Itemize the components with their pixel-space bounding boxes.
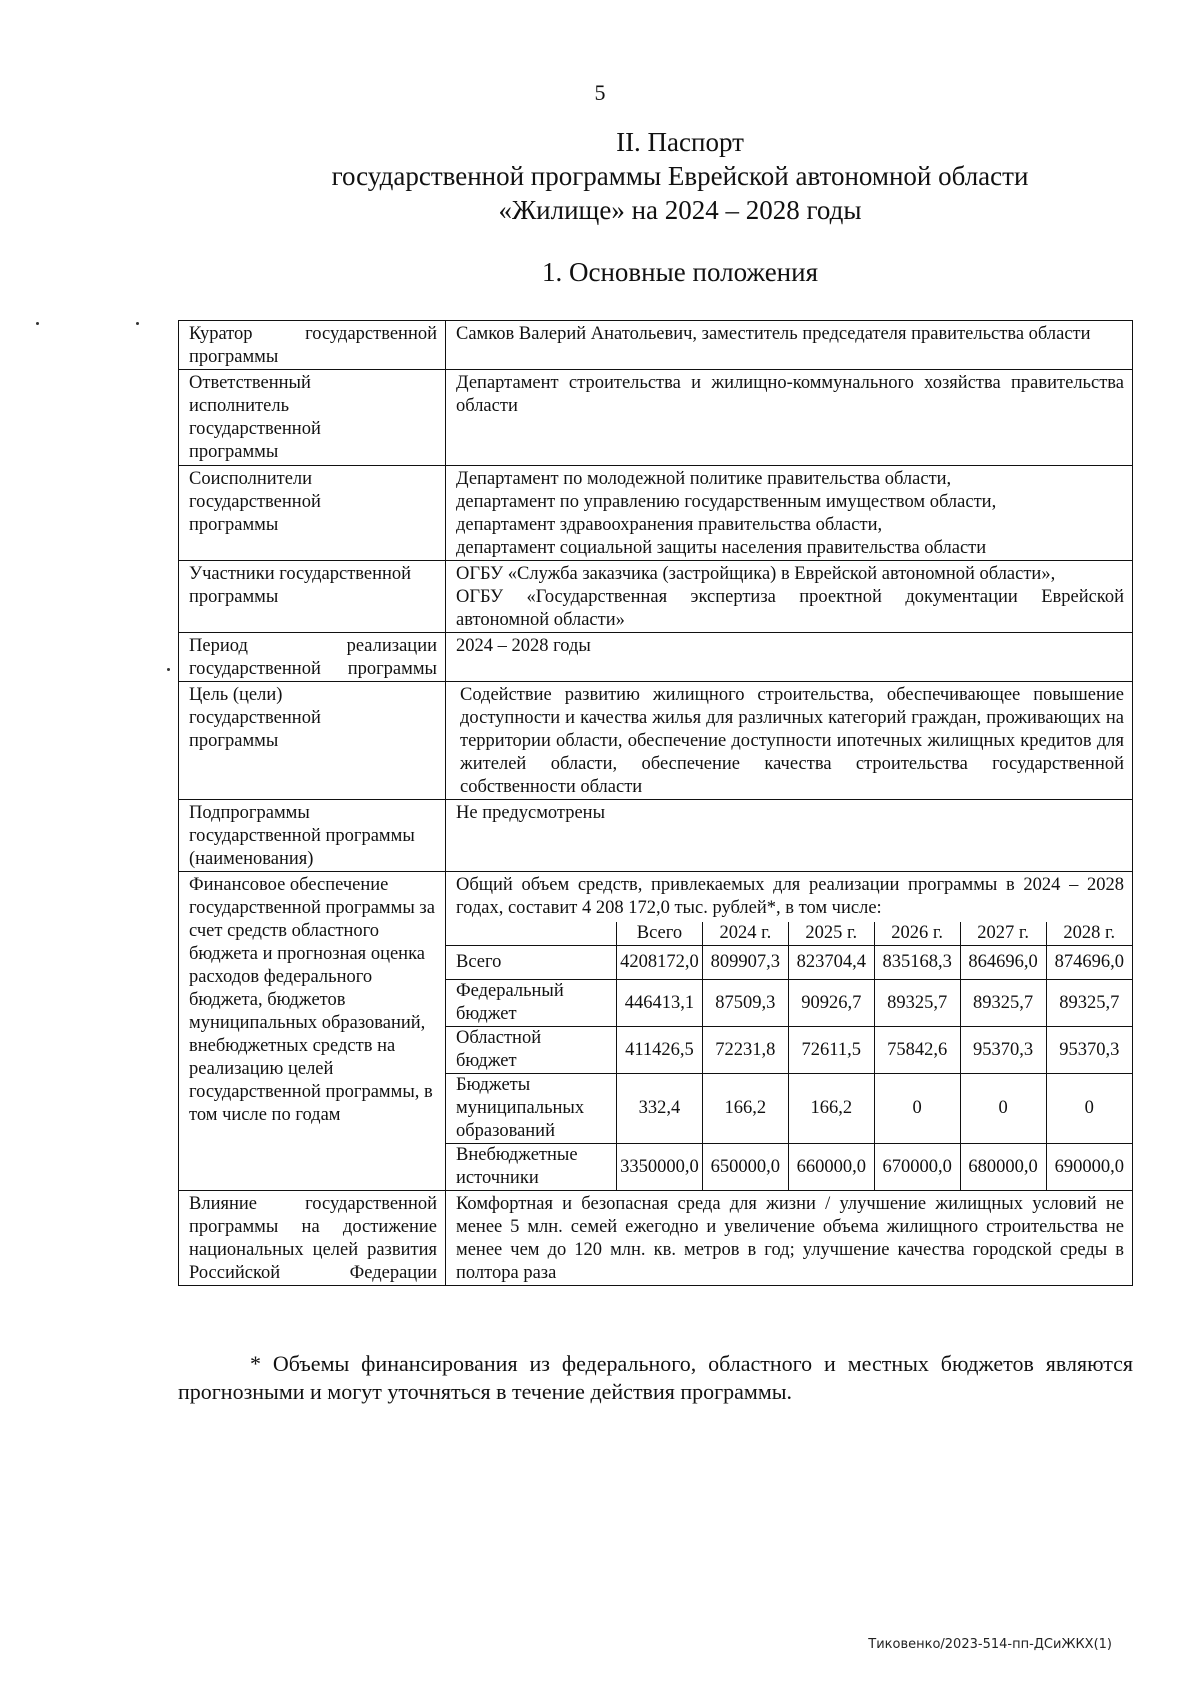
title-line-3: «Жилище» на 2024 – 2028 годы [498,195,862,225]
financing-header-empty [446,922,617,946]
title-line-1: II. Паспорт [616,127,744,157]
financing-value: 670000,0 [874,1144,960,1191]
financing-row-name: Бюджеты муниципальных образований [446,1074,617,1144]
scan-speck [36,322,39,325]
financing-value: 0 [960,1074,1046,1144]
row-label: Ответственный исполнитель государственной программы [179,370,446,466]
financing-value: 95370,3 [1046,1027,1132,1074]
financing-row-name: Всего [446,946,617,980]
section-heading: 1. Основные положения [542,257,818,287]
financing-value: 411426,5 [617,1027,703,1074]
financing-header-cell: 2024 г. [702,922,788,946]
financing-row-name: Областной бюджет [446,1027,617,1074]
row-label: Куратор государственной программы [179,321,446,370]
participant-line: ОГБУ «Государственная экспертиза проектной документации Еврейской автономной области» [456,587,1124,630]
financing-header-row [446,922,1132,946]
row-label: Период реализации государственной программы [179,633,446,682]
passport-row-impact [179,1191,1133,1286]
financing-value: 0 [874,1074,960,1144]
financing-value: 90926,7 [788,980,874,1027]
page-number: 5 [594,80,606,105]
row-value: Не предусмотрены [446,800,1133,872]
financing-row-total [446,946,1132,980]
financing-intro: Общий объем средств, привлекаемых для реализации программы в 2024 – 2028 годах, составит 4 208 172,0 тыс. рублей*, в том числе: [456,875,1124,918]
financing-value: 89325,7 [960,980,1046,1027]
financing-value: 4208172,0 [617,946,703,980]
financing-value: 87509,3 [702,980,788,1027]
financing-header-cell: 2026 г. [874,922,960,946]
coexecutor-line: департамент здравоохранения правительства области, [456,515,883,535]
financing-value: 166,2 [702,1074,788,1144]
financing-header-cell: 2027 г. [960,922,1046,946]
coexecutor-line: Департамент по молодежной политике правительства области, [456,469,952,489]
row-value: Содействие развитию жилищного строительства, обеспечивающее повышение доступности и качества жилья для различных категорий граждан, проживающих на территории области, обеспечение доступности ипотечных жилищных кредитов для жителей области, обеспечение качества строительства государственной собственности области [446,682,1133,800]
row-value: Самков Валерий Анатольевич, заместитель председателя правительства области [446,321,1133,370]
financing-value: 835168,3 [874,946,960,980]
financing-value: 864696,0 [960,946,1046,980]
coexecutor-line: департамент по управлению государственным имуществом области, [456,492,997,512]
financing-row-municipal [446,1074,1132,1144]
financing-row-regional [446,1027,1132,1074]
row-value: Комфортная и безопасная среда для жизни / улучшение жилищных условий не менее 5 млн. семей ежегодно и увеличение объема жилищного строительства не менее чем до 120 млн. кв. метров в год; улучшение качества городской среды в полтора раза [446,1191,1133,1286]
financing-value: 72611,5 [788,1027,874,1074]
program-passport-table [178,320,1133,1286]
financing-value: 89325,7 [874,980,960,1027]
title-line-2: государственной программы Еврейской автономной области [331,161,1029,191]
financing-value: 446413,1 [617,980,703,1027]
financing-value: 89325,7 [1046,980,1132,1027]
financing-value: 823704,4 [788,946,874,980]
passport-row-curator [179,321,1133,370]
document-title [260,125,1100,227]
passport-row-subprograms [179,800,1133,872]
financing-header-cell: Всего [617,922,703,946]
passport-row-financing [179,872,1133,1191]
financing-row-federal [446,980,1132,1027]
financing-value: 680000,0 [960,1144,1046,1191]
passport-row-participants [179,561,1133,633]
financing-value: 72231,8 [702,1027,788,1074]
financing-value: 0 [1046,1074,1132,1144]
row-value [446,872,1133,1191]
financing-header-cell: 2028 г. [1046,922,1132,946]
passport-row-executor [179,370,1133,466]
row-value [446,466,1133,561]
row-label: Подпрограммы государственной программы (наименования) [179,800,446,872]
row-value: 2024 – 2028 годы [446,633,1133,682]
financing-value: 809907,3 [702,946,788,980]
participant-line: ОГБУ «Служба заказчика (застройщика) в Еврейской автономной области», [456,564,1056,584]
financing-value: 874696,0 [1046,946,1132,980]
passport-row-goal [179,682,1133,800]
financing-value: 332,4 [617,1074,703,1144]
financing-value: 3350000,0 [617,1144,703,1191]
financing-row-name: Федеральный бюджет [446,980,617,1027]
financing-value: 95370,3 [960,1027,1046,1074]
financing-value: 75842,6 [874,1027,960,1074]
row-value: Департамент строительства и жилищно-коммунального хозяйства правительства области [446,370,1133,466]
row-label: Финансовое обеспечение государственной программы за счет средств областного бюджета и прогнозная оценка расходов федерального бюджета, бюджетов муниципальных образований, внебюджетных средств на реализацию целей государственной программы, в том числе по годам [179,872,446,1191]
passport-row-coexecutors [179,466,1133,561]
registration-number: Тиковенко/2023-514-пп-ДСиЖКХ(1) [868,1637,1112,1652]
row-label: Цель (цели) государственной программы [179,682,446,800]
row-value [446,561,1133,633]
financing-value: 690000,0 [1046,1144,1132,1191]
row-label: Соисполнители государственной программы [179,466,446,561]
financing-row-extrabudgetary [446,1144,1132,1191]
scan-speck [167,668,170,671]
coexecutor-line: департамент социальной защиты населения правительства области [456,538,987,558]
financing-value: 660000,0 [788,1144,874,1191]
passport-row-period [179,633,1133,682]
row-label: Участники государственной программы [179,561,446,633]
row-label: Влияние государственной программы на достижение национальных целей развития Российской Федерации [179,1191,446,1286]
scan-speck [136,322,139,325]
financing-row-name: Внебюджетные источники [446,1144,617,1191]
financing-value: 650000,0 [702,1144,788,1191]
financing-table [446,922,1132,1190]
financing-value: 166,2 [788,1074,874,1144]
footnote: * Объемы финансирования из федерального, областного и местных бюджетов являются прогнозными и могут уточняться в течение действия программы. [178,1351,1133,1404]
financing-header-cell: 2025 г. [788,922,874,946]
